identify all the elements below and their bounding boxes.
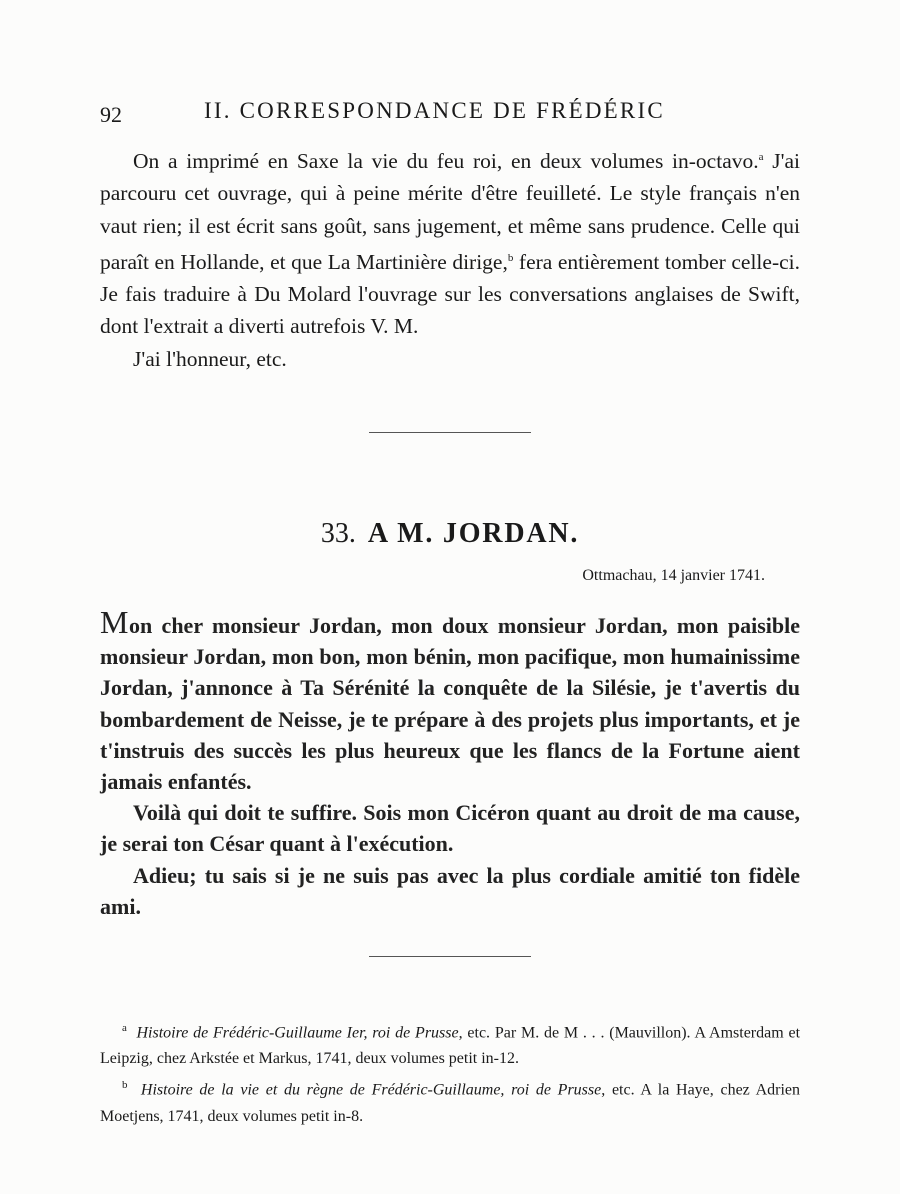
running-title: II. CORRESPONDANCE DE FRÉDÉRIC bbox=[204, 98, 665, 123]
letter-paragraph: Adieu; tu sais si je ne suis pas avec la plus cordiale amitié ton fidèle ami. bbox=[100, 862, 800, 919]
text-segment: J'ai parcouru cet ouvrage, qui à peine mérite d'être feuilleté. Le style français n'en vaut rien; il est écrit sans goût, sans jugement, et même sans prudence. Celle qui paraît en Hollande, et que La Martinière dirige, bbox=[100, 149, 800, 274]
letter-paragraph bbox=[100, 604, 800, 797]
footnote-title: Histoire de Frédéric-Guillaume Ier, roi de Prusse bbox=[136, 1024, 459, 1042]
footnote-b bbox=[100, 1072, 800, 1129]
text-segment: On a imprimé en Saxe la vie du feu roi, en deux volumes in-octavo. bbox=[133, 149, 759, 174]
footnote-ref-a: a bbox=[758, 151, 764, 163]
footnote-title: Histoire de la vie et du règne de Frédéric-Guillaume, roi de Prusse bbox=[140, 1081, 602, 1099]
text-segment: on cher monsieur Jordan, mon doux monsieur Jordan, mon paisible monsieur Jordan, mon bon, mon bénin, mon pacifique, mon humainissime Jordan, j'annonce à Ta Sérénité la conquête de la Silésie, je t'avertis du bombardement de Neisse, je te prépare à des projets plus importants, et je t'instruis des succès les plus heureux que les flancs de la Fortune aient jamais enfantés. bbox=[100, 613, 800, 795]
footnote-ref-b: b bbox=[507, 251, 514, 264]
letter-heading bbox=[0, 518, 900, 550]
previous-letter-paragraph bbox=[100, 141, 800, 343]
previous-letter-text bbox=[100, 141, 800, 375]
footnote-mark: b bbox=[122, 1079, 128, 1092]
letter-number: 33. bbox=[320, 518, 356, 549]
letter-paragraph: Voilà qui doit te suffire. Sois mon Cicéron quant au droit de ma cause, je serai ton César quant à l'exécution. bbox=[100, 800, 800, 857]
footnote-divider bbox=[369, 956, 531, 957]
footnote-text: , etc. Par M. de M . . . (Mauvillon). A Amsterdam et Leipzig, chez Arkstée et Markus, 1741, deux volumes petit in-12. bbox=[100, 1024, 801, 1068]
footnotes bbox=[100, 1015, 800, 1130]
running-head bbox=[100, 98, 800, 128]
page-number: 92 bbox=[100, 102, 122, 127]
closing-formula: J'ai l'honneur, etc. bbox=[133, 346, 287, 371]
footnote-mark: a bbox=[122, 1022, 127, 1034]
letter-addressee: A M. JORDAN. bbox=[367, 518, 580, 549]
footnote-text: , etc. A la Haye, chez Adrien Moetjens, 1741, deux volumes petit in-8. bbox=[100, 1081, 801, 1125]
text-segment: fera entièrement tomber celle-ci. Je fais traduire à Du Molard l'ouvrage sur les conversations anglaises de Swift, dont l'extrait a diverti autrefois V. M. bbox=[100, 249, 800, 339]
letter-body bbox=[100, 604, 800, 922]
initial-letter: M bbox=[100, 604, 129, 640]
section-divider bbox=[369, 432, 531, 433]
footnote-a bbox=[100, 1015, 800, 1072]
letter-dateline: Ottmachau, 14 janvier 1741. bbox=[582, 567, 765, 584]
